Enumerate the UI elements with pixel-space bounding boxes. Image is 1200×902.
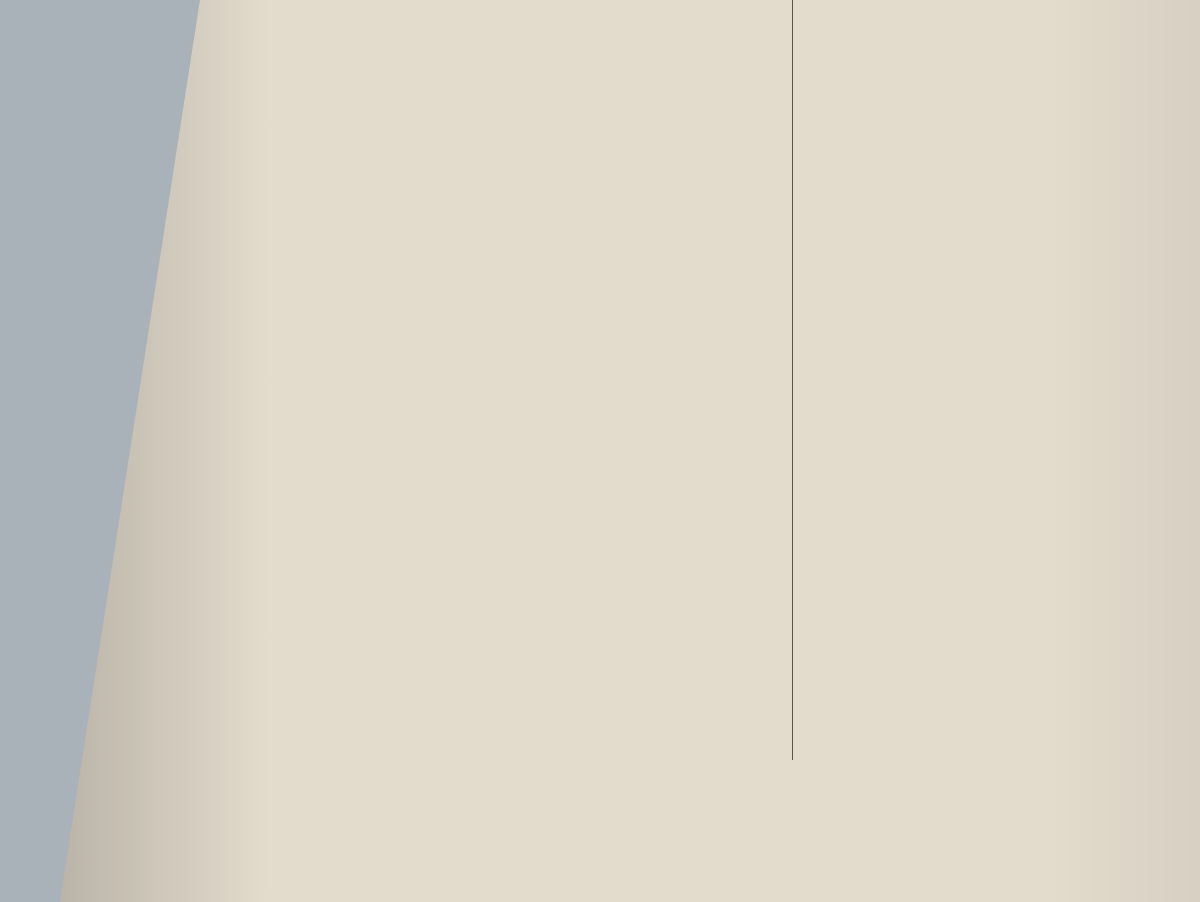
- main-page: [60, 0, 1200, 902]
- page-shading: [60, 0, 1200, 902]
- column-rule: [792, 0, 793, 760]
